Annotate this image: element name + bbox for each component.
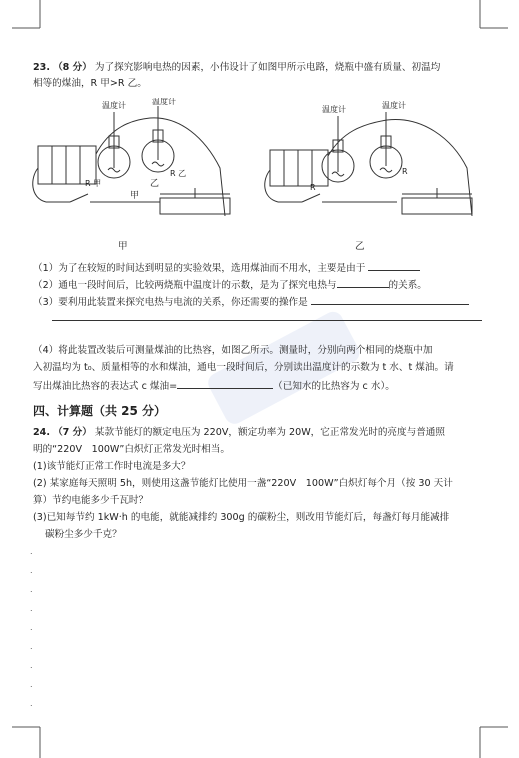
q23-part3-text: （3）要利用此装置来探究电热与电流的关系，你还需要的操作是 <box>33 297 308 308</box>
q24-stem-line1 <box>33 426 445 439</box>
q23-part4-line2: 入初温均为 t₀、质量相等的水和煤油，通电一段时间后，分别读出温度计的示数为 t 水、t 煤油。请 <box>33 362 454 373</box>
q23-part4-note: （已知水的比热容为 c 水）。 <box>273 381 395 392</box>
q23-part3 <box>33 294 469 309</box>
q23-part4-line1: （4）将此装置改装后可测量煤油的比热容，如图乙所示。测量时，分别向两个相同的烧瓶中加 <box>33 345 433 356</box>
q23-part4-line3 <box>33 378 395 393</box>
thermometer-label-1: 温度计 <box>322 105 346 114</box>
q23-part2-suffix: 的关系。 <box>388 280 427 291</box>
thermometer-label-2: 温度计 <box>152 98 176 106</box>
rheostat-icon <box>160 198 230 214</box>
section-title: 四、计算题（共 25 分） <box>33 404 167 418</box>
q23-number: 23. <box>33 62 50 73</box>
q23-stem-line2: 相等的煤油，R 甲>R 乙。 <box>33 78 147 89</box>
paragraph-mark: . <box>30 604 33 613</box>
paragraph-mark: . <box>30 699 33 708</box>
q24-sub2-line2: 算）节约电能多少千瓦时？ <box>33 495 149 506</box>
r-label-right-1: R <box>310 183 316 192</box>
rheostat-icon <box>402 198 472 214</box>
q23-stem-line1 <box>33 61 440 74</box>
circuit-figure-left <box>30 98 250 238</box>
q24-score: （7 分） <box>53 427 92 438</box>
r-label-right-2: R <box>402 167 408 176</box>
q23-part2-text: （2）通电一段时间后，比较两烧瓶中温度计的示数，是为了探究电热与 <box>33 280 337 291</box>
figure-left-caption: 甲 <box>118 241 128 252</box>
paragraph-mark: . <box>30 642 33 651</box>
corner-mark-bottom-left <box>12 725 42 758</box>
answer-blank-3[interactable] <box>311 294 469 305</box>
flask-label-yi: 乙 <box>150 179 160 189</box>
battery-pack-icon <box>270 150 328 186</box>
q23-score: （8 分） <box>53 62 92 73</box>
thermometer-label-2: 温度计 <box>382 101 406 110</box>
paragraph-mark: . <box>30 661 33 670</box>
corner-mark-bottom-right <box>478 725 508 758</box>
q24-number: 24. <box>33 427 50 438</box>
paragraph-mark: . <box>30 566 33 575</box>
paragraph-mark: . <box>30 585 33 594</box>
flask-label-jia: 甲 <box>130 191 140 201</box>
q24-sub3-line2: 碳粉尘多少千克？ <box>45 529 122 540</box>
q24-stem-text: 某款节能灯的额定电压为 220V，额定功率为 20W，它正常发光时的亮度与普通照 <box>94 427 445 438</box>
q23-part1-text: （1）为了在较短的时间达到明显的实验效果，选用煤油而不用水，主要是由于 <box>33 263 366 274</box>
answer-line-3[interactable] <box>52 320 482 321</box>
thermometer-label-1: 温度计 <box>102 101 126 110</box>
paragraph-mark: . <box>30 680 33 689</box>
q24-sub3-line1: (3)已知每节约 1kW·h 的电能，就能减排约 300g 的碳粉尘，则改用节能灯后，每盏灯每月能减排 <box>33 512 450 523</box>
r-label-left-2: R 乙 <box>170 169 187 178</box>
corner-mark-top-left <box>12 0 42 30</box>
q24-stem-line2: 明的“220V 100W”白炽灯正常发光时相当。 <box>33 444 230 455</box>
circuit-figure-right <box>262 98 487 238</box>
answer-blank-1[interactable] <box>368 260 420 271</box>
q23-stem-text: 为了探究影响电热的因素，小伟设计了如图甲所示电路，烧瓶中盛有质量、初温均 <box>94 62 441 73</box>
paragraph-mark: . <box>30 623 33 632</box>
corner-mark-top-right <box>478 0 508 30</box>
paragraph-mark: . <box>30 547 33 556</box>
figure-right-caption: 乙 <box>355 241 365 252</box>
r-label-left-1: R 甲 <box>85 179 102 188</box>
q24-sub2-line1: (2) 某家庭每天照明 5h，则使用这盏节能灯比使用一盏“220V 100W”白炽灯每个月（按 30 天计 <box>33 478 453 489</box>
q24-sub1: (1)该节能灯正常工作时电流是多大？ <box>33 461 191 472</box>
q23-part4-formula-label: 写出煤油比热容的表达式 c 煤油= <box>33 381 178 392</box>
answer-blank-2[interactable] <box>337 277 389 288</box>
q23-part1 <box>33 260 420 275</box>
q23-part2 <box>33 277 427 292</box>
answer-blank-4[interactable] <box>177 378 273 389</box>
